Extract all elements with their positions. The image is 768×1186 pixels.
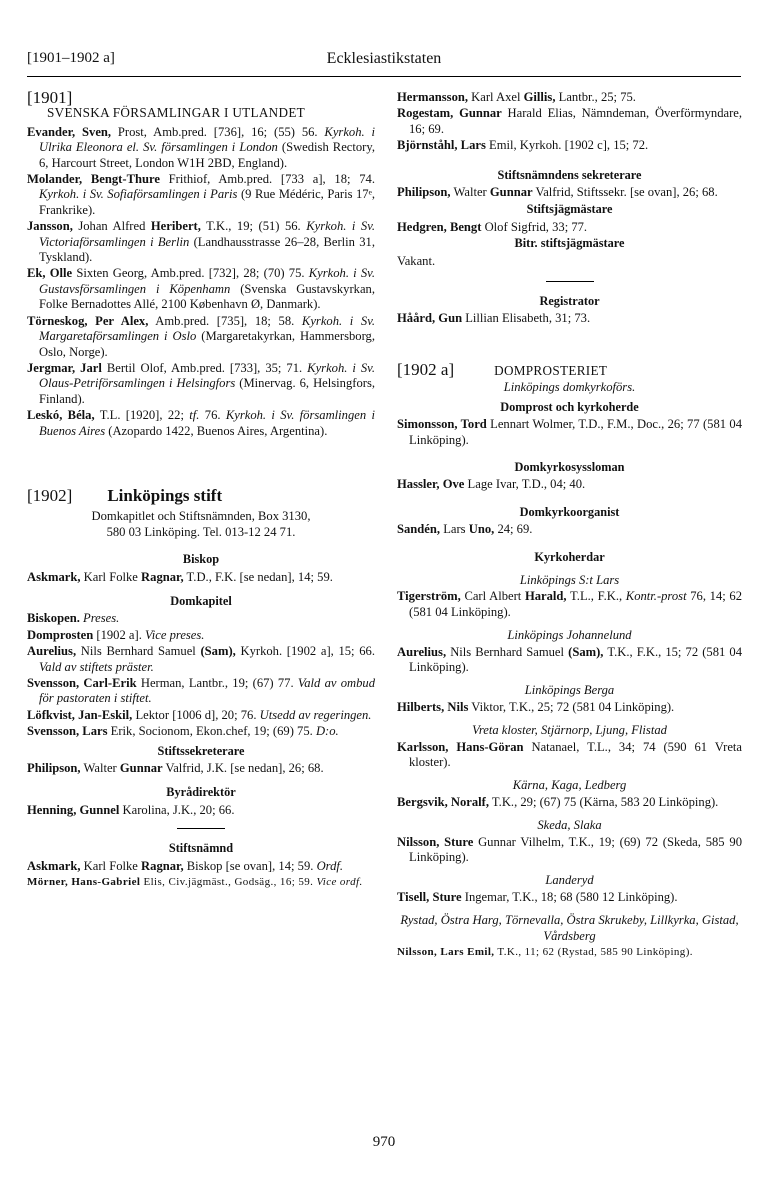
entry-text: (Swedish Rectory, 6, Harcourt Street, London W1H 2BD, England).: [39, 140, 375, 170]
entry: [27, 219, 375, 265]
entry-name: Jergmar, Jarl: [27, 360, 102, 375]
bitr-entry: Vakant.: [397, 253, 436, 268]
page-number: 970: [372, 1134, 396, 1150]
entry-name: Svensson, Carl-Erik: [27, 676, 137, 690]
entry: [27, 708, 375, 723]
entry-text: Lennart Wolmer, T.D., F.M., Doc., 26; 77 (581 04 Linköping).: [409, 417, 742, 447]
entry-name: Tigerström,: [397, 589, 461, 604]
entry-name: Aurelius,: [27, 644, 77, 659]
entry-text: Lantbr., 25; 75.: [555, 90, 636, 104]
jagm-heading: Stiftsjägmästare: [526, 202, 613, 217]
entry-text: T.L., F.K.,: [566, 589, 626, 604]
entry: [27, 644, 375, 675]
entry-name: Håård, Gun: [397, 311, 463, 326]
entry: [27, 875, 375, 890]
syssl-entry: [397, 477, 742, 492]
entry-italic: Kyrkoh. i Sv. församlingen i Buenos Aires: [39, 408, 375, 438]
entry: [397, 700, 742, 715]
byra-heading: Byrådirektör: [166, 785, 236, 800]
entry-text: Herman, Lantbr., 19; (67) 77.: [136, 676, 298, 690]
entry-text: [1902 a].: [93, 627, 145, 642]
entry-text: Lektor [1006 d], 20; 76.: [132, 707, 260, 722]
entry-text: Ingemar, T.K., 18; 68 (580 12 Linköping).: [461, 889, 678, 904]
entry-text: T.L. [1920], 22;: [94, 408, 190, 423]
entry-name: Ragnar,: [141, 858, 184, 873]
entry-text: T.K., 19; (51) 56.: [200, 219, 307, 234]
entry-text: (Minervag. 6, Helsingfors, Finland).: [39, 376, 375, 406]
entry: [27, 266, 375, 312]
entry: [397, 90, 742, 105]
entry-text: Karl Folke: [80, 858, 142, 873]
section-1901-title: SVENSKA FÖRSAMLINGAR I UTLANDET: [47, 105, 306, 121]
entry-text: Natanael, T.L., 34; 74 (590 61 Vreta kloster).: [409, 739, 742, 769]
entry-text: Karolina, J.K., 20; 66.: [119, 802, 235, 817]
stiftsnamnd-list: [27, 859, 375, 891]
entry-italic: tf.: [189, 408, 200, 423]
entries-1901: [27, 125, 375, 439]
entry-name: Nilsson, Sture: [397, 834, 474, 849]
header-title: Ecklesiastikstaten: [326, 50, 442, 67]
entry-text: (Margaretakyrkan, Hammersborg, Oslo, Norge).: [39, 329, 375, 359]
biskop-heading: Biskop: [182, 552, 220, 567]
entry-name: Nilsson, Lars Emil,: [397, 946, 495, 959]
entry-italic: Kyrkoh. i Sv. Olaus-Petriförsamlingen i Helsingfors: [39, 360, 375, 391]
entry: [397, 106, 742, 137]
entry-name: Gillis,: [523, 90, 556, 104]
entry: [27, 125, 375, 171]
entry-text: Bertil Olof, Amb.pred. [733], 35; 71.: [101, 360, 308, 375]
entry: [397, 477, 742, 492]
entry: [27, 628, 375, 643]
parish-name: Rystad, Östra Harg, Törnevalla, Östra Skrukeby, Lillkyrka, Gistad, Vårdsberg: [400, 913, 739, 943]
entry-italic: Kyrkoh. i Sv. Margaretaförsamlingen i Oslo: [39, 313, 375, 344]
entry-text: T.K., 11; 62 (Rystad, 585 90 Linköping).: [494, 946, 693, 959]
entry: [397, 795, 742, 810]
entry-text: Lillian Elisabeth, 31; 73.: [462, 311, 591, 326]
entry-name: Philipson,: [397, 185, 451, 200]
section-1902a-title: DOMPROSTERIET: [494, 362, 608, 378]
entry-text: (Azopardo 1422, Buenos Aires, Argentina).: [105, 423, 328, 438]
entry-text: Valfrid, J.K. [se nedan], 26; 68.: [162, 761, 324, 776]
entry-name: Askmark,: [27, 858, 81, 873]
entry-name: Ek, Olle: [27, 266, 73, 281]
entry-name: (Sam),: [568, 644, 604, 659]
entry-name: Simonsson, Tord: [397, 417, 487, 432]
entry: [397, 645, 742, 676]
entry: [27, 611, 375, 626]
entry-italic: Vice preses.: [145, 627, 205, 642]
entry: [397, 740, 742, 771]
entry: [397, 138, 742, 153]
entry-italic: D:o.: [315, 724, 339, 739]
entry-name: Heribert,: [150, 219, 201, 234]
entry-text: Walter: [80, 761, 120, 776]
entry-text: Nils Bernhard Samuel: [76, 644, 201, 659]
page-header: [27, 50, 741, 74]
entry-text: Viktor, T.K., 25; 72 (581 04 Linköping).: [468, 699, 675, 714]
jagm-entry: [397, 220, 742, 235]
entry: [27, 314, 375, 360]
entry-name: Tisell, Sture: [397, 889, 462, 904]
entry-name: Henning, Gunnel: [27, 802, 120, 817]
entry-text: 76.: [199, 408, 226, 423]
entry: [397, 417, 742, 448]
entry: [397, 945, 742, 960]
entry-name: Gunnar: [119, 761, 163, 776]
entry: [397, 890, 742, 905]
entry-italic: Kyrkoh. i Ulrika Eleonora el. Sv. församlingen i London: [39, 124, 375, 155]
entry: [397, 185, 742, 200]
stiftssekr-entry: [27, 761, 375, 776]
entry-name: Domprosten: [27, 627, 94, 642]
entry-text: T.D., F.K. [se nedan], 14; 59.: [183, 569, 333, 584]
entry-italic: Preses.: [83, 611, 120, 626]
right-column: [397, 90, 742, 961]
domkapitel-list: [27, 611, 375, 739]
entry: [397, 311, 742, 326]
entry-text: (Landhausstrasse 26–28, Berlin 31, Tyskland).: [39, 234, 375, 265]
entry-text: Nils Bernhard Samuel: [446, 644, 569, 659]
entry-name: Askmark,: [27, 569, 81, 584]
entry-text: Karl Axel: [468, 90, 524, 104]
entry-name: Aurelius,: [397, 644, 447, 659]
entry: [27, 859, 375, 874]
entry-text: Kyrkoh. [1902 a], 15; 66.: [235, 644, 375, 659]
entry-text: Johan Alfred: [72, 219, 151, 234]
entry-italic: Kontr.-prost: [625, 589, 687, 604]
section-1902a-heading: [397, 359, 742, 379]
entry: [397, 835, 742, 866]
entry-text: Walter: [450, 185, 490, 200]
parish-name: Linköpings Berga: [524, 683, 615, 698]
entry-name: Bergsvik, Noralf,: [397, 794, 489, 809]
entry-name: Rogestam, Gunnar: [397, 106, 502, 121]
entry-text: Harald Elias, Nämndeman, Överförmyndare, 16; 69.: [409, 106, 743, 136]
entry-text: 24; 69.: [494, 522, 533, 537]
entry-text: Carl Albert: [460, 589, 525, 604]
stiftsnamnd-cont-list: [397, 90, 742, 154]
entry-text: Prost, Amb.pred. [736], 16; (55) 56.: [111, 124, 325, 139]
entry-name: Uno,: [468, 522, 495, 537]
entry-name: Jansson,: [27, 219, 73, 234]
reg-entry: [397, 311, 742, 326]
kh-heading: Kyrkoherdar: [534, 549, 605, 564]
entry-italic: Ordf.: [316, 858, 344, 873]
entry: [397, 589, 742, 620]
entry-text: Biskop [se ovan], 14; 59.: [183, 858, 317, 873]
left-column: [27, 90, 375, 891]
entry-italic: Vald av ombud för pastoraten i stiftet.: [39, 676, 376, 706]
entry-name: Philipson,: [27, 761, 81, 776]
entry-name: Evander, Sven,: [27, 124, 112, 139]
reg-heading: Registrator: [539, 294, 600, 309]
entry: [27, 361, 375, 407]
address-line-1: Domkapitlet och Stiftsnämnden, Box 3130,: [91, 509, 311, 524]
org-heading: Domkyrkoorganist: [519, 504, 620, 519]
section-1902-name: Linköpings stift: [107, 485, 223, 505]
entry-name: Ragnar,: [141, 569, 184, 584]
stiftsnamnd-heading: Stiftsnämnd: [168, 841, 234, 856]
entry-name: Svensson, Lars: [27, 724, 108, 739]
section-1902-id: [1902]: [27, 485, 73, 505]
section-1902a-subtitle: Linköpings domkyrkoförs.: [503, 380, 636, 395]
entry-text: Lars: [440, 522, 469, 537]
entry-name: Törneskog, Per Alex,: [27, 313, 149, 328]
entry-text: (9 Rue Médéric, Paris 17ᵉ, Frankrike).: [39, 187, 375, 217]
entry-italic: Kyrkoh. i Sv. Gustavsförsamlingen i Köpenhamn: [39, 266, 375, 296]
sekr-entry: [397, 185, 742, 200]
entry: [27, 761, 375, 776]
entry-name: Harald,: [524, 589, 567, 604]
org-entry: [397, 522, 742, 537]
entry-text: Karl Folke: [80, 569, 142, 584]
entry-name: Leskó, Béla,: [27, 408, 95, 423]
parish-name: Linköpings Johannelund: [507, 628, 632, 643]
entry: [27, 676, 375, 707]
byra-entry: [27, 803, 375, 818]
entry-text: Gunnar Vilhelm, T.K., 19; (69) 72 (Skeda, 585 90 Linköping).: [409, 834, 742, 865]
entry-name: (Sam),: [200, 644, 236, 659]
entry-name: Hedgren, Bengt: [397, 219, 482, 234]
entry-name: Karlsson, Hans-Göran: [397, 739, 524, 754]
entry-text: Amb.pred. [735], 18; 58.: [148, 313, 302, 328]
header-rule: [27, 76, 741, 77]
entry-italic: Kyrkoh. i Sv. Victoriaförsamlingen i Berlin: [39, 219, 375, 249]
entry-name: Hermansson,: [397, 90, 469, 104]
section-1902-heading: [27, 485, 375, 505]
syssl-heading: Domkyrkosyssloman: [514, 459, 625, 474]
bitr-heading: Bitr. stiftsjägmästare: [514, 236, 625, 251]
entry-text: T.K., 29; (67) 75 (Kärna, 583 20 Linköping).: [489, 794, 719, 809]
domprost-entry: [397, 417, 742, 448]
parish-name: Landeryd: [545, 873, 594, 888]
section-1902a-id: [1902 a]: [397, 359, 455, 379]
entry-text: T.K., F.K., 15; 72 (581 04 Linköping).: [409, 644, 742, 674]
entry-name: Björnståhl, Lars: [397, 138, 486, 153]
entry-text: Emil, Kyrkoh. [1902 c], 15; 72.: [485, 138, 649, 153]
entry: [397, 522, 742, 537]
entry-name: Sandén,: [397, 522, 441, 537]
entry-text: 76, 14; 62 (581 04 Linköping).: [409, 589, 743, 619]
section-1901-id: [1901]: [27, 88, 73, 107]
entry: [27, 724, 375, 739]
parish-name: Kärna, Kaga, Ledberg: [512, 778, 627, 793]
entry-italic: Vice ordf.: [316, 876, 363, 889]
entry-name: Gunnar: [489, 185, 533, 200]
entry-text: Lage Ivar, T.D., 04; 40.: [464, 477, 586, 492]
entry-text: (Svenska Gustavskyrkan, Folke Bernadottes Allé, 2100 København Ø, Danmark).: [39, 281, 375, 312]
entry: [27, 570, 375, 585]
entry-text: Valfrid, Stiftssekr. [se ovan], 26; 68.: [532, 185, 718, 200]
biskop-entry: [27, 570, 375, 585]
parish-name: Linköpings S:t Lars: [519, 572, 620, 587]
entry-name: Hilberts, Nils: [397, 699, 469, 714]
entry-name: Hassler, Ove: [397, 477, 465, 492]
sekr-heading: Stiftsnämndens sekreterare: [497, 167, 642, 182]
entry-name: Löfkvist, Jan-Eskil,: [27, 707, 133, 722]
entry-text: Erik, Socionom, Ekon.chef, 19; (69) 75.: [107, 724, 316, 739]
entry-italic: Kyrkoh. i Sv. Sofiaförsamlingen i Paris: [39, 187, 238, 202]
stiftssekr-heading: Stiftssekreterare: [157, 743, 245, 758]
address-line-2: 580 03 Linköping. Tel. 013-12 24 71.: [106, 524, 296, 539]
entry-text: Olof Sigfrid, 33; 77.: [481, 219, 588, 234]
entry-italic: Vald av stiftets präster.: [39, 659, 154, 674]
parish-name: Vreta kloster, Stjärnorp, Ljung, Flistad: [472, 723, 667, 738]
entry-text: Frithiof, Amb.pred. [733 a], 18; 74.: [159, 172, 375, 187]
entry: [27, 408, 375, 439]
entry-name: Molander, Bengt-Thure: [27, 172, 160, 187]
entry-italic: Utsedd av regeringen.: [259, 707, 372, 722]
domkapitel-heading: Domkapitel: [170, 593, 232, 608]
entry-name: Biskopen.: [27, 611, 80, 626]
entry: [27, 803, 375, 818]
divider: [546, 281, 594, 282]
entry: [27, 172, 375, 218]
domprost-heading: Domprost och kyrkoherde: [500, 399, 639, 414]
entry: [397, 220, 742, 235]
parish-list: [397, 573, 742, 961]
entry-text: Sixten Georg, Amb.pred. [732], 28; (70) 75.: [72, 266, 309, 281]
entry-name: Mörner, Hans-Gabriel: [27, 876, 141, 889]
entry-text: Elis, Civ.jägmäst., Godsäg., 16; 59.: [140, 876, 317, 889]
divider: [177, 828, 225, 829]
parish-name: Skeda, Slaka: [537, 818, 602, 833]
header-range: [1901–1902 a]: [27, 50, 115, 66]
